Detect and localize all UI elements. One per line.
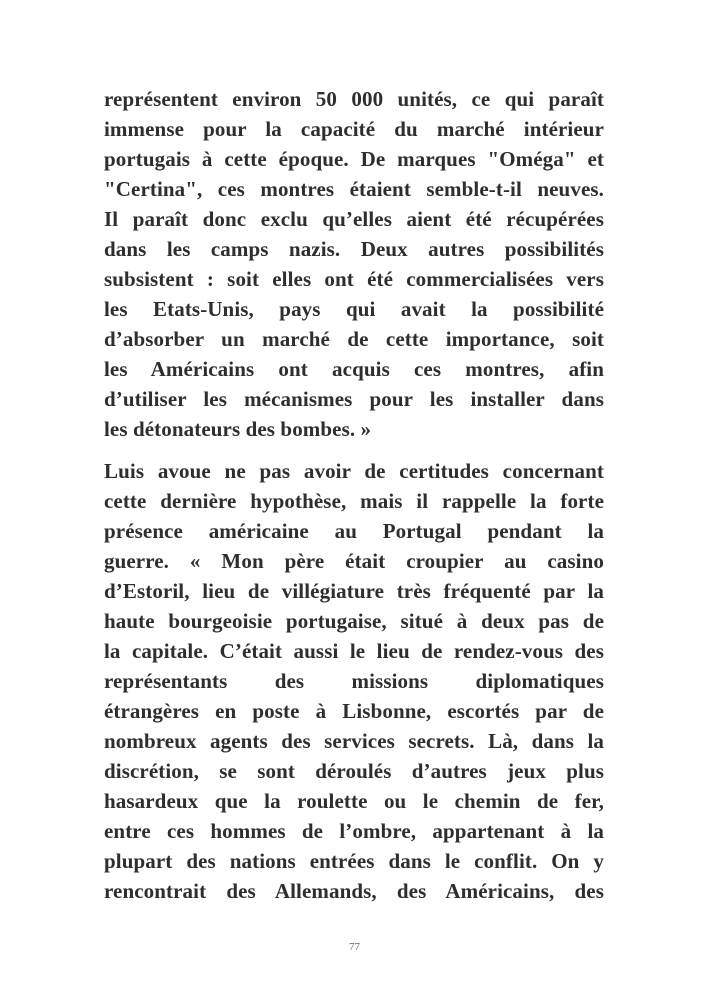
text-line: hasardeux que la roulette ou le chemin de fer, — [104, 789, 604, 813]
text-line: portugais à cette époque. De marques "Oméga" et — [104, 147, 604, 171]
text-line: les détonateurs des bombes. » — [104, 417, 372, 441]
page-number: 77 — [349, 941, 360, 953]
text-line: représentent environ 50 000 unités, ce qui paraît — [104, 87, 604, 111]
text-line: Il paraît donc exclu qu’elles aient été récupérées — [104, 207, 604, 231]
text-line: subsistent : soit elles ont été commercialisées vers — [104, 267, 604, 291]
text-line: dans les camps nazis. Deux autres possibilités — [104, 237, 604, 261]
text-line: d’absorber un marché de cette importance, soit — [104, 327, 604, 351]
text-line: présence américaine au Portugal pendant la — [104, 519, 604, 543]
text-line: d’utiliser les mécanismes pour les installer dans — [104, 387, 604, 411]
text-line: les Etats-Unis, pays qui avait la possibilité — [104, 297, 604, 321]
text-line: d’Estoril, lieu de villégiature très fréquenté par la — [104, 579, 604, 603]
text-line: Luis avoue ne pas avoir de certitudes concernant — [104, 459, 604, 483]
text-line: représentants des missions diplomatiques — [104, 669, 604, 693]
text-line: haute bourgeoisie portugaise, situé à deux pas de — [104, 609, 604, 633]
text-line: les Américains ont acquis ces montres, afin — [104, 357, 604, 381]
text-line: nombreux agents des services secrets. Là, dans la — [104, 729, 604, 753]
text-line: immense pour la capacité du marché intérieur — [104, 117, 604, 141]
text-line: plupart des nations entrées dans le conflit. On y — [104, 849, 604, 873]
text-line: cette dernière hypothèse, mais il rappelle la forte — [104, 489, 604, 513]
text-line: la capitale. C’était aussi le lieu de rendez-vous des — [104, 639, 604, 663]
text-line: guerre. « Mon père était croupier au casino — [104, 549, 604, 573]
paragraph-2 — [104, 456, 604, 906]
paragraph-1 — [104, 84, 604, 444]
text-line: étrangères en poste à Lisbonne, escortés par de — [104, 699, 604, 723]
text-line: rencontrait des Allemands, des Américains, des — [104, 879, 604, 903]
text-line: entre ces hommes de l’ombre, appartenant à la — [104, 819, 604, 843]
text-line: discrétion, se sont déroulés d’autres jeux plus — [104, 759, 604, 783]
text-line: "Certina", ces montres étaient semble-t-il neuves. — [104, 177, 604, 201]
